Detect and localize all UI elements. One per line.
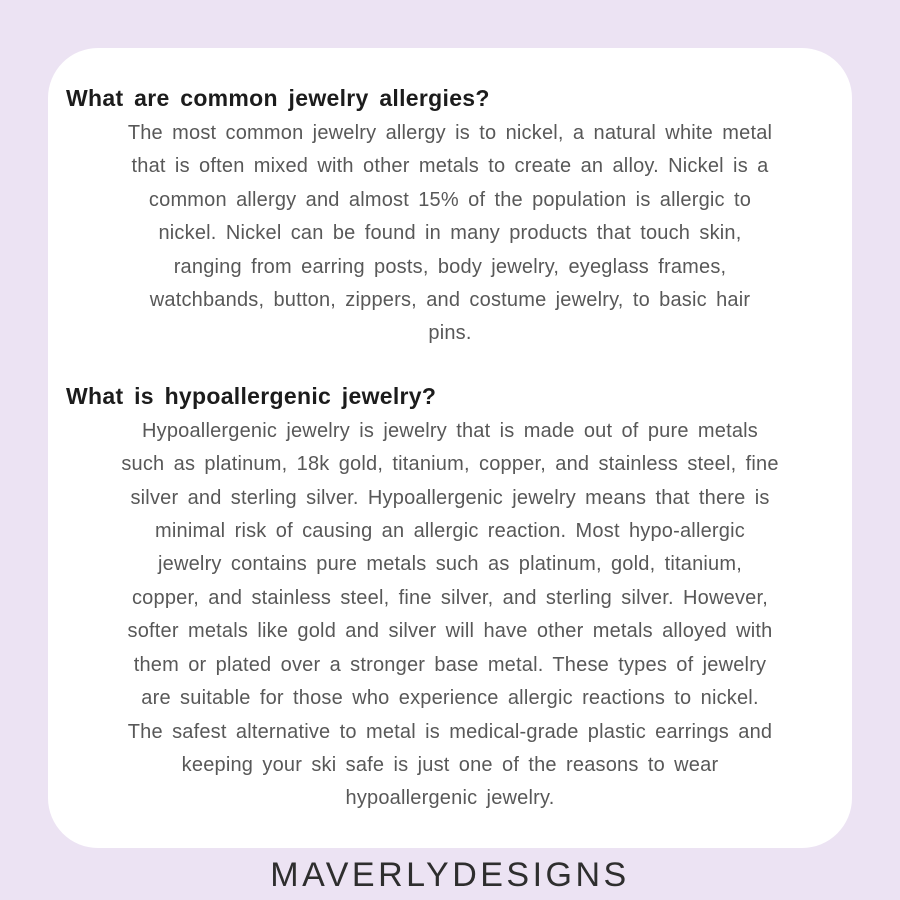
section-hypoallergenic bbox=[66, 382, 834, 816]
text-line: The safest alternative to metal is medical-grade plastic earrings and bbox=[127, 720, 773, 743]
brand-footer bbox=[0, 849, 900, 900]
text-line: ranging from earring posts, body jewelry, eyeglass frames, bbox=[173, 255, 727, 278]
text-line: softer metals like gold and silver will have other metals alloyed with bbox=[127, 620, 773, 643]
text-line: silver and sterling silver. Hypoallergenic jewelry means that there is bbox=[130, 486, 770, 509]
text-line: nickel. Nickel can be found in many products that touch skin, bbox=[158, 222, 742, 245]
content-card bbox=[48, 48, 852, 848]
section-heading-hypoallergenic: What is hypoallergenic jewelry? bbox=[66, 382, 437, 409]
text-line: that is often mixed with other metals to create an alloy. Nickel is a bbox=[131, 155, 769, 178]
section-common-allergies bbox=[66, 84, 834, 351]
text-line: hypoallergenic jewelry. bbox=[345, 787, 555, 810]
text-line: keeping your ski safe is just one of the reasons to wear bbox=[181, 753, 719, 776]
text-line: Hypoallergenic jewelry is jewelry that is made out of pure metals bbox=[141, 419, 759, 442]
section-heading-common-allergies: What are common jewelry allergies? bbox=[66, 85, 490, 111]
section-paragraph-common-allergies bbox=[66, 117, 834, 351]
text-line: watchbands, button, zippers, and costume jewelry, to basic hair bbox=[149, 289, 751, 312]
text-line: common allergy and almost 15% of the population is allergic to bbox=[148, 188, 752, 211]
text-line: The most common jewelry allergy is to nickel, a natural white metal bbox=[127, 122, 773, 144]
text-line: are suitable for those who experience allergic reactions to nickel. bbox=[141, 687, 759, 710]
text-line: copper, and stainless steel, fine silver, and sterling silver. However, bbox=[131, 586, 768, 609]
text-line: minimal risk of causing an allergic reaction. Most hypo-allergic bbox=[155, 520, 745, 543]
text-line: pins. bbox=[428, 322, 472, 345]
text-line: jewelry contains pure metals such as platinum, gold, titanium, bbox=[158, 553, 742, 576]
section-paragraph-hypoallergenic bbox=[66, 415, 834, 816]
text-line: them or plated over a stronger base metal. These types of jewelry bbox=[133, 653, 767, 676]
text-line: such as platinum, 18k gold, titanium, copper, and stainless steel, fine bbox=[121, 453, 779, 476]
brand-name: MAVERLYDESIGNS bbox=[270, 855, 630, 894]
